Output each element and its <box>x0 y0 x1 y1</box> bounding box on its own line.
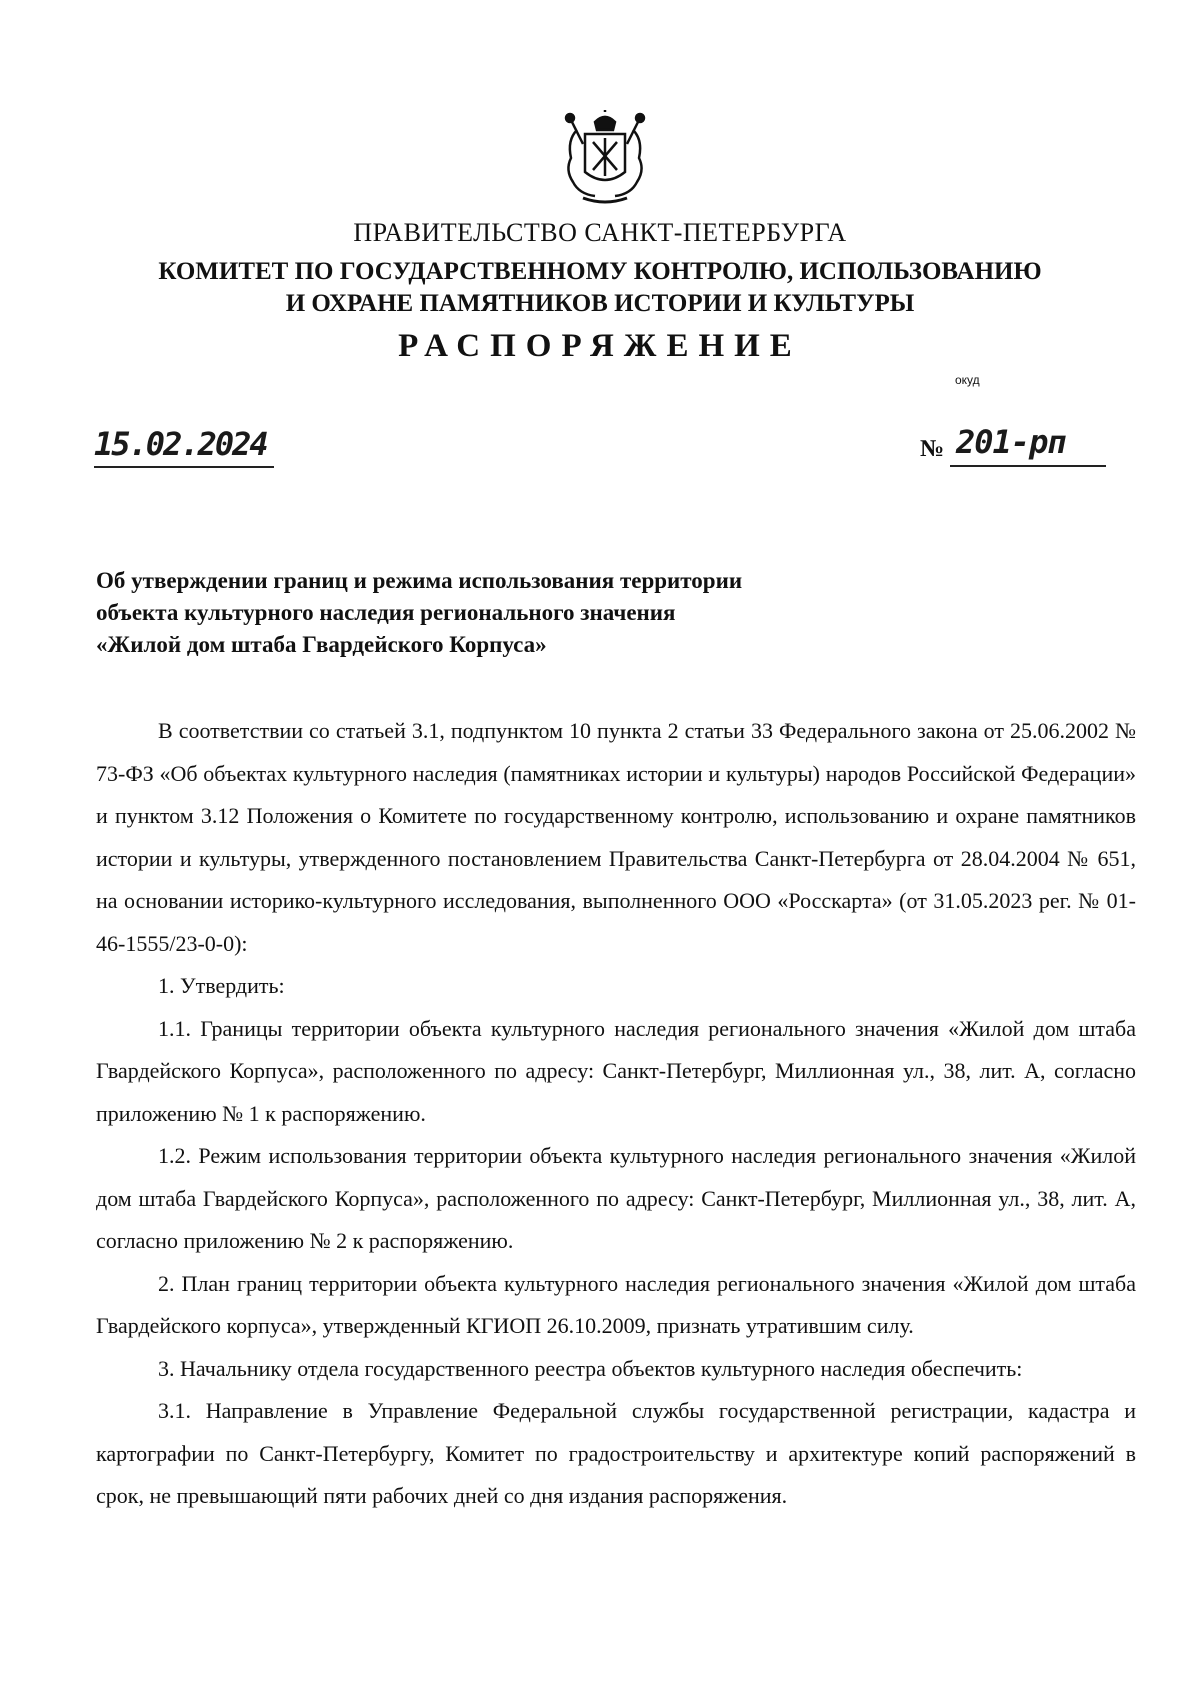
item-2: 2. План границ территории объекта культурного наследия регионального значения «Жилой дом штаба Гвардейского корпуса», утвержденный КГИОП 26.10.2009, признать утратившим силу. <box>96 1270 1136 1338</box>
item-1-2: 1.2. Режим использования территории объекта культурного наследия регионального значения «Жилой дом штаба Гвардейского Корпуса», расположенного по адресу: Санкт-Петербург, Миллионная ул., 38, лит. А, согласно приложению № 2 к распоряжению. <box>96 1143 1136 1253</box>
document-body <box>96 710 1136 1518</box>
saint-petersburg-coat-of-arms-icon <box>555 110 655 210</box>
item-1: 1. Утвердить: <box>158 973 285 998</box>
document-date: 15.02.2024 <box>94 425 274 468</box>
item-1-1: 1.1. Границы территории объекта культурного наследия регионального значения «Жилой дом штаба Гвардейского Корпуса», расположенного по адресу: Санкт-Петербург, Миллионная ул., 38, лит. А, согласно приложению № 1 к распоряжению. <box>96 1015 1136 1126</box>
government-name: ПРАВИТЕЛЬСТВО САНКТ-ПЕТЕРБУРГА <box>353 218 847 247</box>
document-type: РАСПОРЯЖЕНИЕ <box>398 328 802 364</box>
item-3-1: 3.1. Направление в Управление Федеральной службы государственной регистрации, кадастра и картографии по Санкт-Петербургу, Комитет по градостроительству и архитектуре копий распоряжений в срок, не превышающий пяти рабочих дней со дня издания распоряжения. <box>96 1398 1136 1508</box>
item-3: 3. Начальнику отдела государственного реестра объектов культурного наследия обеспечить: <box>158 1355 1023 1381</box>
preamble-paragraph: В соответствии со статьей 3.1, подпунктом 10 пункта 2 статьи 33 Федерального закона от 25.06.2002 № 73-ФЗ «Об объектах культурного наследия (памятниках истории и культуры) народов Российской Федерации» и пунктом 3.12 Положения о Комитете по государственному контролю, использованию и охране памятников истории и культуры, утвержденного постановлением Правительства Санкт-Петербурга от 28.04.2004 № 651, на основании историко-культурного исследования, выполненного ООО «Росскарта» (от 31.05.2023 рег. № 01-46-1555/23-0-0): <box>96 718 1136 956</box>
title-line-3: «Жилой дом штаба Гвардейского Корпуса» <box>96 632 547 657</box>
number-label: № <box>920 436 945 462</box>
document-number: 201-рп <box>950 423 1106 467</box>
title-line-1: Об утверждении границ и режима использования территории <box>96 568 743 593</box>
title-line-2: объекта культурного наследия регионального значения <box>96 600 676 625</box>
document-title <box>96 565 742 661</box>
committee-name-line-2: И ОХРАНЕ ПАМЯТНИКОВ ИСТОРИИ И КУЛЬТУРЫ <box>285 290 915 317</box>
committee-name-line-1: КОМИТЕТ ПО ГОСУДАРСТВЕННОМУ КОНТРОЛЮ, ИСПОЛЬЗОВАНИЮ <box>158 258 1042 285</box>
okud-label: окуд <box>955 373 980 387</box>
